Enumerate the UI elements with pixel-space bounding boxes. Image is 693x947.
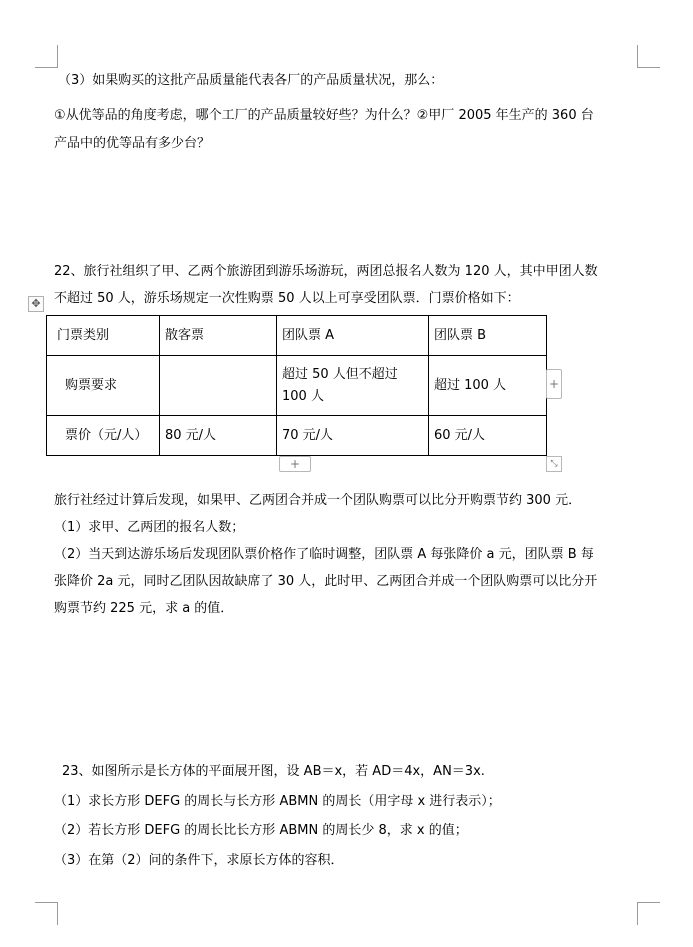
table-header-row xyxy=(47,316,547,356)
table-cell: 超过 50 人但不超过 100 人 xyxy=(277,356,429,416)
q22-part2-line2: 张降价 2a 元，同时乙团队因故缺席了 30 人，此时甲、乙两团合并成一个团队购票可以比分开 xyxy=(54,574,598,589)
add-column-button[interactable]: + xyxy=(546,369,562,399)
q22-part1: （1）求甲、乙两团的报名人数； xyxy=(54,520,245,535)
q22-part2-line1: （2）当天到达游乐场后发现团队票价格作了临时调整，团队票 A 每张降价 a 元，团队票 B 每 xyxy=(54,547,594,562)
table-cell: 超过 100 人 xyxy=(429,356,547,416)
table-resize-handle-icon[interactable]: ⤡ xyxy=(546,456,562,472)
table-header-cell: 团队票 B xyxy=(429,316,547,356)
table-row xyxy=(47,356,547,416)
table-cell: 60 元/人 xyxy=(429,416,547,456)
table-cell xyxy=(160,356,277,416)
page-corner-mark-top-right xyxy=(637,45,660,68)
table-header-cell: 门票类别 xyxy=(47,316,160,356)
q22-after-table: 旅行社经过计算后发现，如果甲、乙两团合并成一个团队购票可以比分开购票节约 300 元． xyxy=(54,493,582,508)
q23-part1: （1）求长方形 DEFG 的周长与长方形 ABMN 的周长（用字母 x 进行表示）； xyxy=(54,794,501,809)
table-move-handle-icon[interactable]: ✥ xyxy=(28,296,44,312)
table-header-cell: 团队票 A xyxy=(277,316,429,356)
q21-part3-line1: ①从优等品的角度考虑，哪个工厂的产品质量较好些？为什么？②甲厂 2005 年生产的 360 台 xyxy=(54,108,594,123)
table-header-cell: 散客票 xyxy=(160,316,277,356)
page-corner-mark-bottom-left xyxy=(35,902,58,925)
ticket-price-table xyxy=(46,315,547,456)
q23-part2: （2）若长方形 DEFG 的周长比长方形 ABMN 的周长少 8，求 x 的值； xyxy=(54,823,468,838)
add-row-button[interactable]: + xyxy=(279,456,311,472)
q23-stem: 23、如图所示是长方体的平面展开图，设 AB＝x，若 AD＝4x，AN＝3x. xyxy=(62,764,485,779)
table-row-label: 购票要求 xyxy=(47,356,160,416)
page-corner-mark-bottom-right xyxy=(637,902,660,925)
q22-part2-line3: 购票节约 225 元，求 a 的值． xyxy=(54,601,234,616)
table-row-label: 票价（元/人） xyxy=(47,416,160,456)
table-cell: 70 元/人 xyxy=(277,416,429,456)
page-corner-mark-top-left xyxy=(35,45,58,68)
table-cell: 80 元/人 xyxy=(160,416,277,456)
q21-part3-line2: 产品中的优等品有多少台？ xyxy=(54,136,211,151)
q22-stem-line2: 不超过 50 人，游乐场规定一次性购票 50 人以上可享受团队票．门票价格如下： xyxy=(54,291,520,306)
q22-stem-line1: 22、旅行社组织了甲、乙两个旅游团到游乐场游玩，两团总报名人数为 120 人，其中甲团人数 xyxy=(54,264,598,279)
q21-part3-intro: （3）如果购买的这批产品质量能代表各厂的产品质量状况，那么： xyxy=(58,73,444,88)
table-row xyxy=(47,416,547,456)
q23-part3: （3）在第（2）问的条件下，求原长方体的容积． xyxy=(54,853,344,868)
